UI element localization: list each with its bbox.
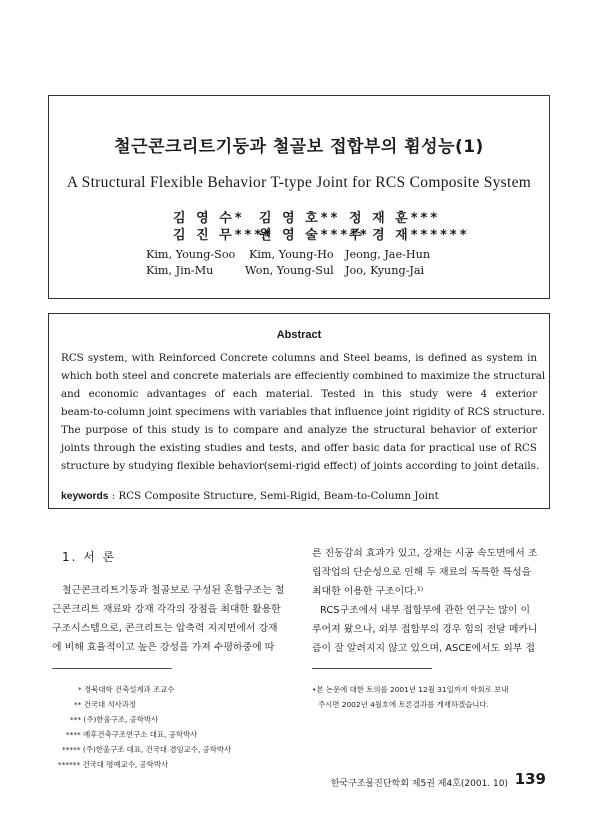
abstract-line: which both steel and concrete materials are effeciently combined to maximize the structural (61, 370, 546, 382)
abstract-heading: Abstract (276, 329, 322, 341)
abstract-line: RCS system, with Reinforced Concrete columns and Steel beams, is defined as system in (61, 352, 537, 364)
author-english-4: Kim, Jin-Mu (146, 264, 214, 277)
author-korean-4: 김 진 무**** (173, 228, 274, 243)
journal-footer: 한국구조물진단학회 제5권 제4호(2001. 10) (330, 779, 508, 789)
author-english-1: Kim, Young-Soo (146, 248, 236, 261)
body-line-left: 에 비해 효율적이고 높은 강성을 가져 수평하중에 따 (52, 642, 275, 653)
footnote: *** (주)한울구조, 공학박사 (70, 715, 159, 724)
author-korean-1: 김 영 수* (173, 211, 245, 226)
author-english-6: Joo, Kyung-Jai (345, 264, 425, 277)
abstract-line: and economic advantages of each material. Tested in this study were 4 exterior (61, 388, 537, 400)
discussion-note: •본 논문에 대한 토의를 2001년 12월 31일까지 학회로 보내 (312, 685, 509, 694)
abstract-line: joints through the existing studies and tests, and offer basic data for practical use of RCS (61, 442, 537, 454)
body-line-left: 근콘크리트 재료와 강재 각각의 장점을 최대한 활용한 (52, 604, 281, 615)
keywords-label: keywords (61, 491, 109, 502)
abstract-line: beam-to-column joint specimens with variables that influence joint rigidity of RCS structure. (61, 406, 545, 418)
keywords-text: : RCS Composite Structure, Semi-Rigid, Beam-to-Column Joint (111, 490, 439, 502)
body-line-right: 즘이 잘 알려지지 않고 있으며, ASCE에서도 외부 접 (312, 643, 535, 654)
footnote: **** 예후건축구조연구소 대표, 공학박사 (66, 730, 198, 739)
abstract-line: structure by studying flexible behavior(semi-rigid effect) of joints according to joint details. (61, 460, 540, 472)
body-line-left: 철근콘크리트기둥과 철골보로 구성된 혼합구조는 철 (62, 585, 285, 596)
body-line-right: 립작업의 단순성으로 인해 두 재료의 독특한 특성을 (312, 567, 532, 578)
discussion-note: 주시면 2002년 4월호에 토론결과를 게재하겠습니다. (318, 700, 489, 709)
title-box (48, 95, 550, 299)
footnote-rule-right (312, 668, 432, 669)
body-line-right: 른 진동감쇠 효과가 있고, 강재는 시공 속도면에서 조 (312, 548, 538, 559)
abstract-line: The purpose of this study is to compare and analyze the structural behavior of exterior (61, 424, 537, 436)
keywords-line (61, 490, 439, 502)
author-korean-5: 원 영 술***** (259, 228, 370, 243)
section-heading: 1. 서 론 (62, 550, 117, 564)
author-korean-6: 주 경 재****** (349, 228, 470, 243)
page-number: 139 (514, 770, 546, 788)
body-line-right: 루어져 왔으나, 외부 접합부의 경우 힘의 전달 메카니 (312, 624, 538, 635)
footnote: ** 건국대 석사과정 (74, 700, 137, 709)
author-korean-3: 정 재 훈*** (349, 211, 441, 226)
paper-title-korean: 철근콘크리트기둥과 철골보 접합부의 휨성능(1) (114, 137, 484, 157)
paper-title-english: A Structural Flexible Behavior T-type Joint for RCS Composite System (66, 174, 532, 191)
body-line-left: 구조시스템으로, 콘크리트는 압축력 지지면에서 강재 (52, 623, 278, 634)
abstract-box (48, 313, 550, 509)
footnote: * 경북대학 건축설계과 조교수 (78, 685, 175, 694)
footnote-rule-left (52, 668, 172, 669)
footnote: ****** 건국대 명예교수, 공학박사 (58, 760, 169, 769)
author-english-3: Jeong, Jae-Hun (345, 248, 431, 261)
footnote: ***** (주)한울구조 대표, 건국대 겸임교수, 공학박사 (62, 745, 232, 754)
author-english-5: Won, Young-Sul (245, 264, 334, 277)
author-korean-2: 김 영 호** (259, 211, 341, 226)
author-english-2: Kim, Young-Ho (249, 248, 334, 261)
body-line-right: 최대한 이용한 구조이다.¹⁾ (312, 586, 424, 597)
body-line-right: RCS구조에서 내부 접합부에 관한 연구는 많이 이 (320, 605, 531, 616)
